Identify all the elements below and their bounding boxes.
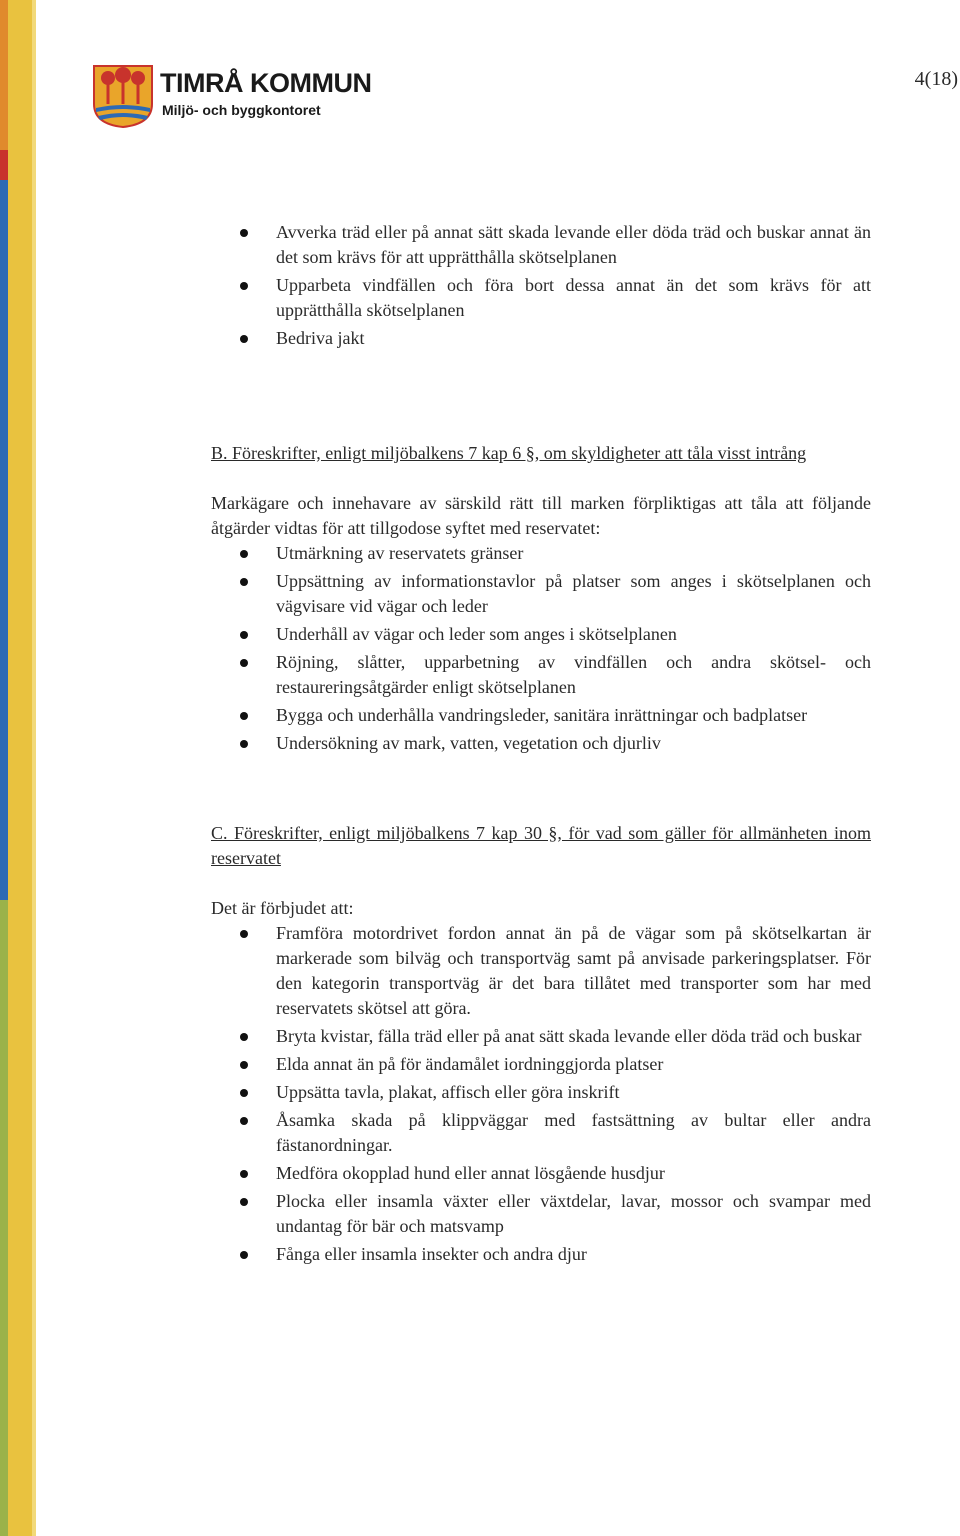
list-item: Åsamka skada på klippväggar med fastsättning av bultar eller andra fästanordningar. (211, 1108, 871, 1158)
list-item: Plocka eller insamla växter eller växtdelar, lavar, mossor och svampar med undantag för bär och matsvamp (211, 1189, 871, 1239)
list-item: Bedriva jakt (211, 326, 871, 351)
list-item: Uppsätta tavla, plakat, affisch eller göra inskrift (211, 1080, 871, 1105)
list-item: Bygga och underhålla vandringsleder, sanitära inrättningar och badplatser (211, 703, 871, 728)
list-item: Elda annat än på för ändamålet iordninggjorda platser (211, 1052, 871, 1077)
stripe-red (0, 150, 8, 180)
stripe-blue (0, 180, 8, 900)
list-item: Underhåll av vägar och leder som anges i skötselplanen (211, 622, 871, 647)
page-number: 4(18) (914, 68, 958, 90)
section-c-heading: C. Föreskrifter, enligt miljöbalkens 7 kap 30 §, för vad som gäller för allmänheten inom reservatet (211, 823, 871, 868)
left-decorative-stripe (0, 0, 36, 1536)
list-item: Undersökning av mark, vatten, vegetation och djurliv (211, 731, 871, 756)
logo-name: TIMRÅ KOMMUN (160, 68, 372, 98)
list-item: Framföra motordrivet fordon annat än på de vägar som på skötselkartan är markerade som bilväg och transportväg samt på anvisade parkeringsplatser. För den kategorin transportväg är det bara tillåtet med transporter som har med reservatets skötsel att göra. (211, 921, 871, 1021)
stripe-highlight (32, 0, 36, 1536)
list-item: Röjning, slåtter, upparbetning av vindfällen och andra skötsel- och restaureringsåtgärder enligt skötselplanen (211, 650, 871, 700)
logo-subtitle: Miljö- och byggkontoret (162, 102, 321, 118)
list-item: Medföra okopplad hund eller annat lösgående husdjur (211, 1161, 871, 1186)
section-c-list (211, 921, 871, 1267)
coat-of-arms-icon (92, 64, 154, 128)
list-item: Upparbeta vindfällen och föra bort dessa annat än det som krävs för att upprätthålla skötselplanen (211, 273, 871, 323)
stripe-orange (0, 0, 8, 150)
municipality-logo (92, 64, 372, 130)
prohibited-actions-list (211, 220, 871, 351)
list-item: Fånga eller insamla insekter och andra djur (211, 1242, 871, 1267)
section-b-heading: B. Föreskrifter, enligt miljöbalkens 7 kap 6 §, om skyldigheter att tåla visst intrång (211, 443, 807, 463)
list-item: Bryta kvistar, fälla träd eller på anat sätt skada levande eller döda träd och buskar (211, 1024, 871, 1049)
list-item: Avverka träd eller på annat sätt skada levande eller döda träd och buskar annat än det som krävs för att upprätthålla skötselplanen (211, 220, 871, 270)
list-item: Uppsättning av informationstavlor på platser som anges i skötselplanen och vägvisare vid vägar och leder (211, 569, 871, 619)
document-body (211, 220, 871, 1270)
section-b-list (211, 541, 871, 756)
section-b-intro: Markägare och innehavare av särskild rätt till marken förpliktigas att tåla att följande åtgärder vidtas för att tillgodose syftet med reservatet: (211, 493, 871, 538)
list-item: Utmärkning av reservatets gränser (211, 541, 871, 566)
section-c-intro: Det är förbjudet att: (211, 898, 354, 918)
stripe-green (0, 900, 8, 1536)
